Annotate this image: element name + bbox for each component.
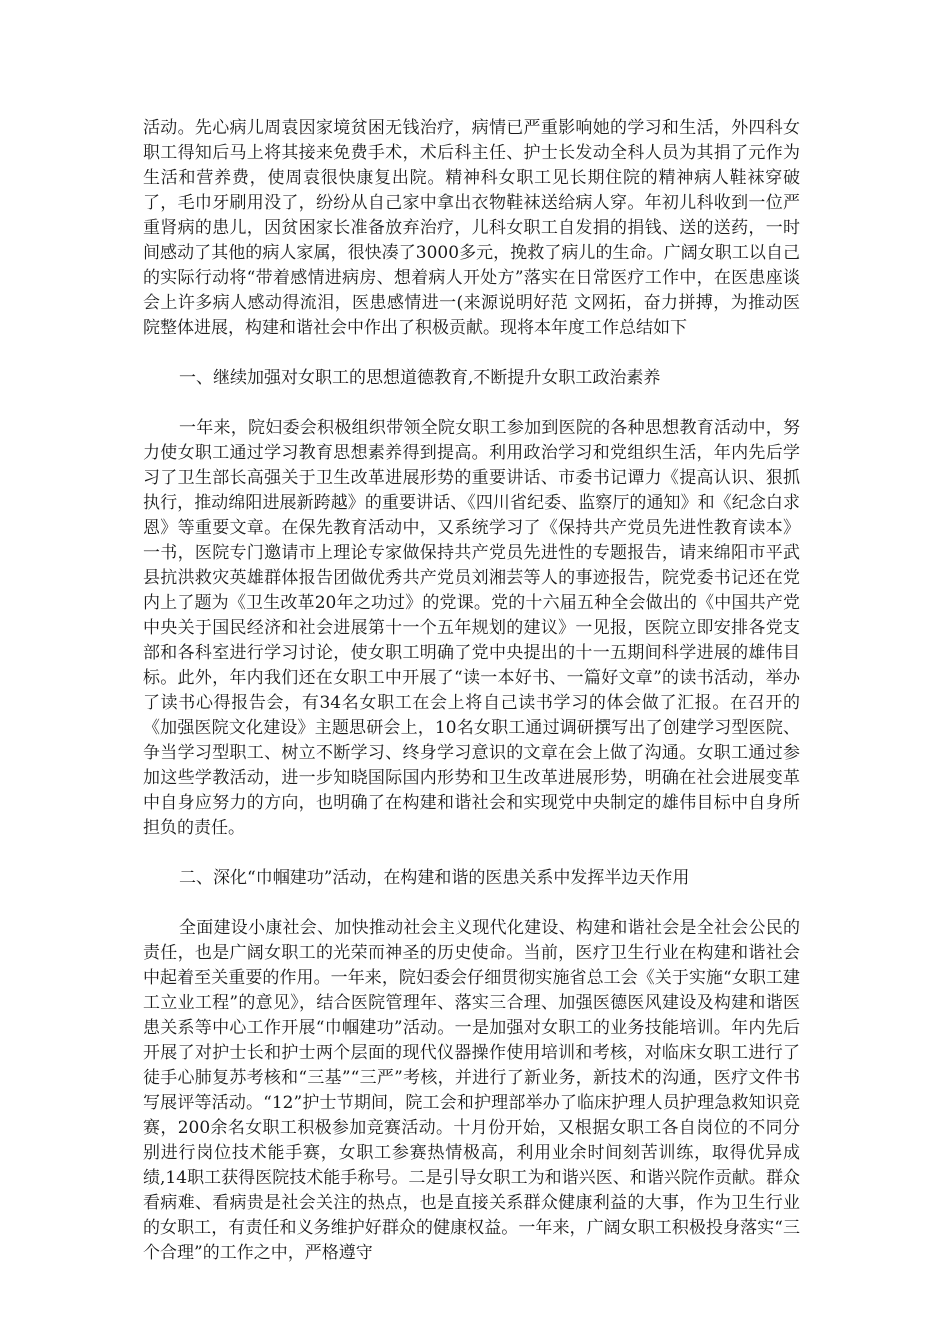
intro-paragraph: 活动。先心病儿周袁因家境贫困无钱治疗，病情已严重影响她的学习和生活，外四科女职工得知后马上将其接来免费手术，术后科主任、护士长发动全科人员为其捐了元作为生活和营养费，使周袁很快康复出院。精神科女职工见长期住院的精神病人鞋袜穿破了，毛巾牙刷用没了，纷纷从自己家中拿出衣物鞋袜送给病人穿。年初儿科收到一位严重肾病的患儿，因贫困家长准备放弃治疗，儿科女职工自发捐的捐钱、送的送药，一时间感动了其他的病人家属，很快凑了3000多元，挽救了病儿的生命。广阔女职工以自己的实际行动将“带着感情进病房、想着病人开处方”落实在日常医疗工作中，在医患座谈会上许多病人感动得流泪，医患感情进一(来源说明好范 文网拓，奋力拼搏，为推动医院整体进展，构建和谐社会中作出了积极贡献。现将本年度工作总结如下	[143, 118, 800, 338]
section-heading-2: 二、深化“巾帼建功”活动，在构建和谐的医患关系中发挥半边天作用	[179, 868, 690, 888]
section-heading-1: 一、继续加强对女职工的思想道德教育,不断提升女职工政治素养	[179, 368, 661, 388]
section-1-paragraph: 一年来，院妇委会积极组织带领全院女职工参加到医院的各种思想教育活动中，努力使女职工通过学习教育思想素养得到提高。利用政治学习和党组织生活，年内先后学习了卫生部长高强关于卫生改革进展形势的重要讲话、市委书记谭力《提高认识、狠抓执行，推动绵阳进展新跨越》的重要讲话、《四川省纪委、监察厅的通知》和《纪念白求恩》等重要文章。在保先教育活动中，又系统学习了《保持共产党员先进性教育读本》一书，医院专门邀请市上理论专家做保持共产党员先进性的专题报告，请来绵阳市平武县抗洪救灾英雄群体报告团做优秀共产党员刘湘芸等人的事迹报告，院党委书记还在党内上了题为《卫生改革20年之功过》的党课。党的十六届五种全会做出的《中国共产党中央关于国民经济和社会进展第十一个五年规划的建议》一见报，医院立即安排各党支部和各科室进行学习讨论，使女职工明确了党中央提出的十一五期间科学进展的雄伟目标。此外，年内我们还在女职工中开展了“读一本好书、一篇好文章”的读书活动，举办了读书心得报告会，有34名女职工在会上将自己读书学习的体会做了汇报。在召开的《加强医院文化建设》主题思研会上，10名女职工通过调研撰写出了创建学习型医院、争当学习型职工、树立不断学习、终身学习意识的文章在会上做了沟通。女职工通过参加这些学教活动，进一步知晓国际国内形势和卫生改革进展形势，明确在社会进展变革中自身应努力的方向，也明确了在构建和谐社会和实现党中央制定的雄伟目标中自身所担负的责任。	[143, 418, 800, 838]
paragraph-spacer	[143, 891, 800, 916]
paragraph-spacer	[143, 391, 800, 416]
document-body	[143, 116, 800, 1266]
paragraph-spacer	[143, 341, 800, 366]
paragraph-spacer	[143, 841, 800, 866]
section-2-paragraph: 全面建设小康社会、加快推动社会主义现代化建设、构建和谐社会是全社会公民的责任，也是广阔女职工的光荣而神圣的历史使命。当前，医疗卫生行业在构建和谐社会中起着至关重要的作用。一年来，院妇委会仔细贯彻实施省总工会《关于实施“女职工建工立业工程”的意见》，结合医院管理年、落实三合理、加强医德医风建设及构建和谐医患关系等中心工作开展“巾帼建功”活动。一是加强对女职工的业务技能培训。年内先后开展了对护士长和护士两个层面的现代仪器操作使用培训和考核，对临床女职工进行了徒手心肺复苏考核和“三基”“三严”考核，并进行了新业务，新技术的沟通，医疗文件书写展评等活动。“12”护士节期间，院工会和护理部举办了临床护理人员护理急救知识竞赛，200余名女职工积极参加竞赛活动。十月份开始，又根据女职工各自岗位的不同分别进行岗位技术能手赛，女职工参赛热情极高，利用业余时间刻苦训练，取得优异成绩,14职工获得医院技术能手称号。二是引导女职工为和谐兴医、和谐兴院作贡献。群众看病难、看病贵是社会关注的热点，也是直接关系群众健康利益的大事，作为卫生行业的女职工，有责任和义务维护好群众的健康权益。一年来，广阔女职工积极投身落实“三个合理”的工作之中，严格遵守	[143, 918, 800, 1263]
